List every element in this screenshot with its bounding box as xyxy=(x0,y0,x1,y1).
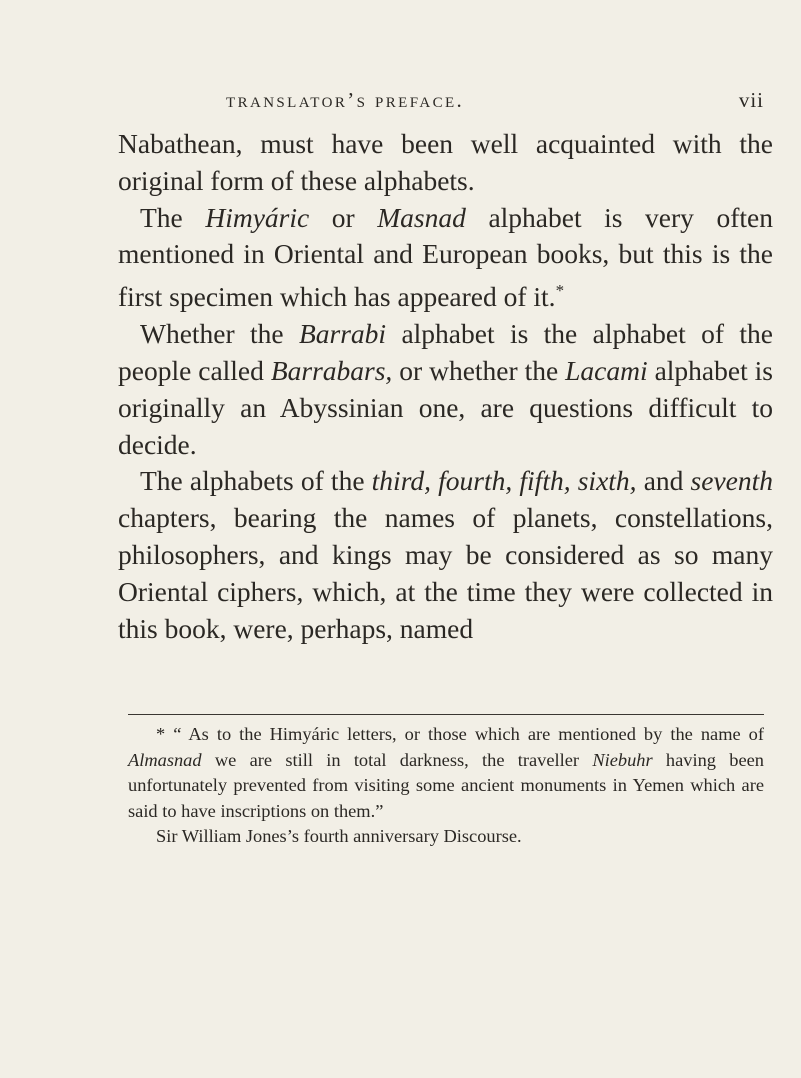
footnote xyxy=(128,722,764,850)
p4-italic-fourth: fourth, xyxy=(438,465,513,497)
p4-italic-fifth: fifth, xyxy=(519,465,571,497)
main-text xyxy=(118,126,773,647)
page-number: vii xyxy=(738,88,764,112)
p3-t1: Whether the xyxy=(140,318,299,350)
p2-t1: The xyxy=(140,201,206,233)
fn-italic-niebuhr: Niebuhr xyxy=(592,749,653,770)
p3-italic-barrabars: Barrabars, xyxy=(270,354,393,386)
footnote-source: Sir William Jones’s fourth anniversary Discourse. xyxy=(156,826,522,847)
fn-t2: we are still in total darkness, the traveller xyxy=(201,749,593,770)
fn-t3: having been unfortunately prevented from visiting some ancient monuments in Yemen which are said to have inscriptions on them.” xyxy=(128,749,764,821)
p2-t2: or xyxy=(309,201,378,233)
p2-italic-masnad: Masnad xyxy=(377,201,466,233)
paragraph-2 xyxy=(118,200,773,317)
p4-t6: chapters, bearing the names of planets, constellations, philosophers, and kings may be considered as so many Oriental ciphers, which, at the time they were collected in this book, were, perhaps, named xyxy=(118,502,773,644)
p3-t3: or whether the xyxy=(392,354,566,386)
paragraph-1 xyxy=(118,126,773,200)
p4-t5: and xyxy=(636,465,691,497)
running-title: translator’s preface. xyxy=(226,88,465,112)
p3-italic-barrabi: Barrabi xyxy=(298,318,387,350)
p3-t4: alphabet is originally an Abyssinian one, are questions difficult to decide. xyxy=(118,354,774,460)
footnote-mark: * xyxy=(555,281,565,301)
p4-italic-seventh: seventh xyxy=(690,465,774,497)
p4-t4 xyxy=(571,465,578,496)
paragraph-3 xyxy=(118,316,773,463)
fn-italic-almasnad: Almasnad xyxy=(128,749,202,770)
p4-t1: The alphabets of the xyxy=(140,465,372,497)
p2-t3: alphabet is very often mentioned in Oriental and European books, but this is the first specimen which has appeared of it. xyxy=(118,201,773,313)
p3-t2: alphabet is the alphabet of the people called xyxy=(118,318,773,386)
p3-italic-lacami: Lacami xyxy=(565,354,648,386)
p4-italic-third: third, xyxy=(371,465,432,497)
paragraph-4 xyxy=(118,463,773,647)
footnote-divider xyxy=(128,714,764,715)
p4-italic-sixth: sixth, xyxy=(577,465,637,497)
p2-italic-himyaric: Himyáric xyxy=(205,201,310,233)
fn-t1: * “ As to the Himyáric letters, or those which are mentioned by the name of xyxy=(156,724,764,744)
footnote-text xyxy=(128,722,764,824)
p1-text: Nabathean, must have been well acquainted with the original form of these alphabets. xyxy=(118,128,773,196)
running-header xyxy=(112,88,772,118)
